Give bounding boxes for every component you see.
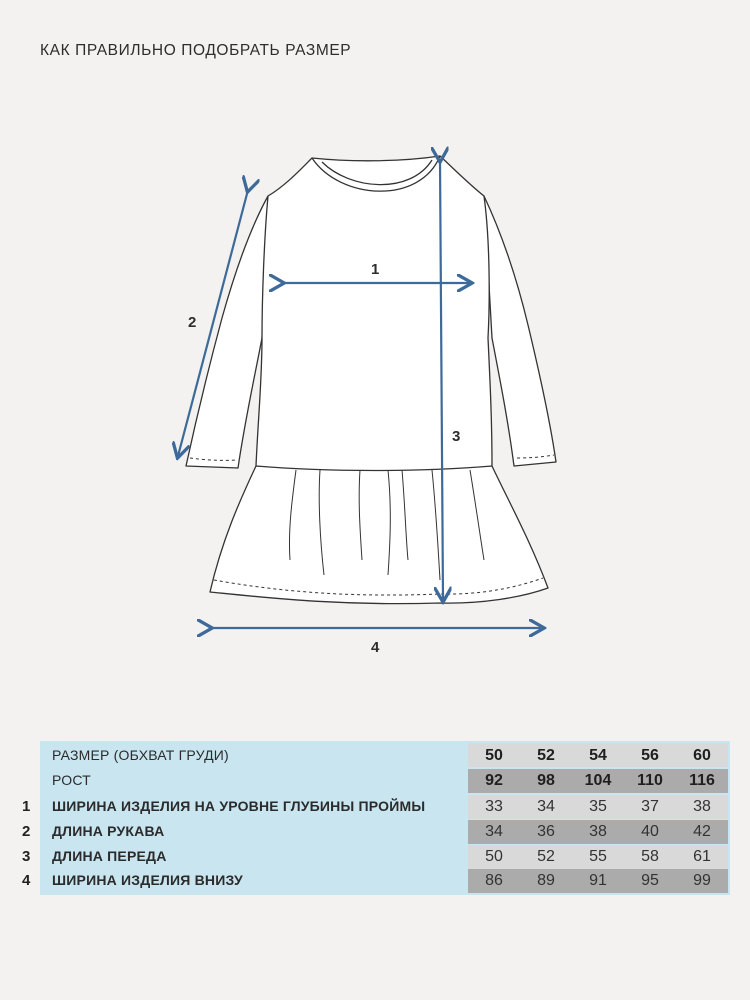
cell: 58 (641, 848, 659, 865)
cell: 116 (689, 772, 715, 789)
cell: 50 (485, 747, 503, 764)
cell: 99 (693, 872, 711, 889)
cell: 36 (537, 823, 555, 840)
page-title: КАК ПРАВИЛЬНО ПОДОБРАТЬ РАЗМЕР (40, 42, 352, 59)
cell: 33 (485, 798, 503, 815)
row-number: 2 (22, 823, 31, 840)
cell: 95 (641, 872, 659, 889)
cell: 34 (485, 823, 503, 840)
cell: 89 (537, 872, 555, 889)
table-row-measure-4 (22, 869, 730, 893)
row-label: РОСТ (52, 772, 91, 788)
cell: 98 (537, 772, 555, 789)
row-values (468, 820, 728, 844)
row-label: РАЗМЕР (ОБХВАТ ГРУДИ) (52, 747, 229, 763)
dress-outline (186, 156, 556, 604)
cell: 38 (589, 823, 607, 840)
measure-label-4: 4 (371, 639, 380, 656)
cell: 92 (485, 772, 503, 789)
cell: 110 (637, 772, 663, 789)
measure-label-3: 3 (452, 428, 461, 445)
row-label: ДЛИНА ПЕРЕДА (52, 848, 167, 864)
cell: 52 (537, 848, 555, 865)
cell: 104 (584, 772, 612, 789)
size-table (22, 741, 730, 895)
cell: 34 (537, 798, 555, 815)
cell: 38 (693, 798, 711, 815)
row-values (468, 744, 728, 768)
cell: 52 (537, 747, 555, 764)
table-row-measure-2 (22, 820, 730, 844)
cell: 37 (641, 798, 659, 815)
measure-label-1: 1 (371, 261, 380, 278)
cell: 55 (589, 848, 607, 865)
row-values (468, 769, 728, 793)
row-values (468, 795, 728, 819)
row-number: 3 (22, 848, 31, 865)
measure-label-2: 2 (188, 314, 197, 331)
cell: 42 (693, 823, 711, 840)
row-label: ШИРИНА ИЗДЕЛИЯ НА УРОВНЕ ГЛУБИНЫ ПРОЙМЫ (52, 798, 426, 814)
table-row-height (40, 769, 730, 793)
cell: 60 (693, 747, 711, 764)
row-label: ШИРИНА ИЗДЕЛИЯ ВНИЗУ (52, 872, 243, 888)
cell: 50 (485, 848, 503, 865)
row-values (468, 845, 728, 869)
row-label: ДЛИНА РУКАВА (52, 823, 165, 839)
cell: 86 (485, 872, 503, 889)
row-number: 4 (22, 872, 31, 889)
row-values (468, 869, 728, 893)
table-row-measure-3 (22, 845, 730, 869)
table-row-measure-1 (22, 795, 730, 819)
cell: 35 (589, 798, 607, 815)
row-number: 1 (22, 798, 31, 815)
cell: 56 (641, 747, 659, 764)
cell: 54 (589, 747, 607, 764)
cell: 61 (693, 848, 711, 865)
cell: 40 (641, 823, 659, 840)
table-row-size (40, 744, 730, 768)
cell: 91 (589, 872, 607, 889)
